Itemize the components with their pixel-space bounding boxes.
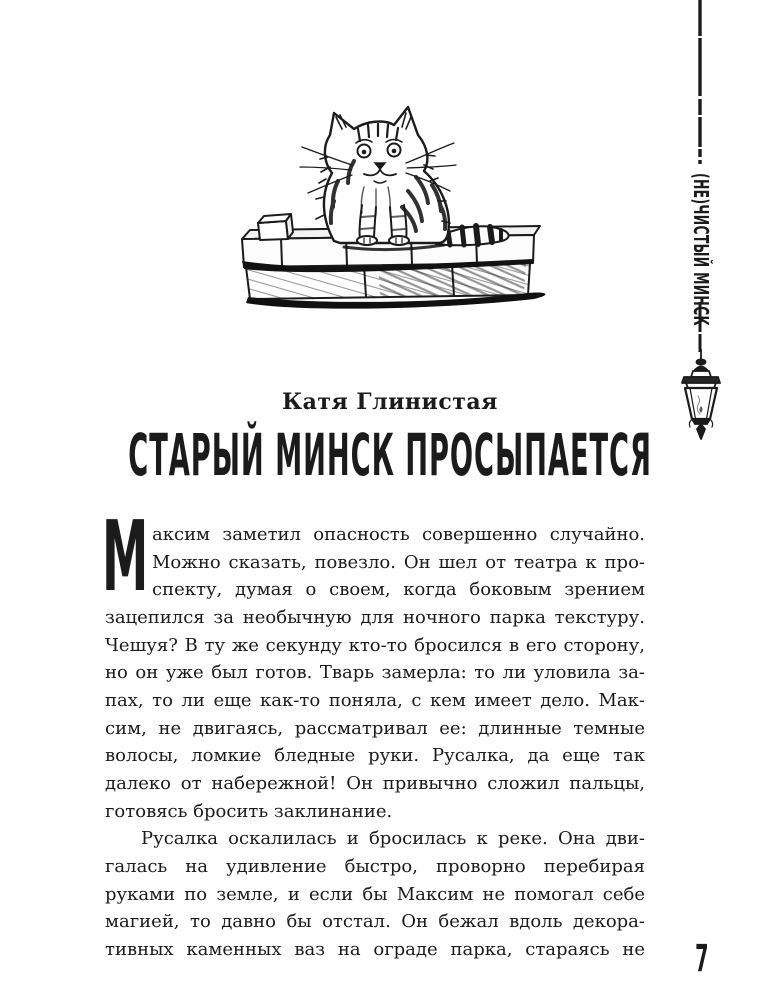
vertical-rule-top-icon: [698, 0, 702, 164]
text-line: сим, не двигаясь, рассматривал ее: длинные темные: [105, 717, 645, 739]
drop-cap: М: [102, 500, 149, 613]
text-line: руками по земле, и если бы Максим не помогал себе: [105, 883, 645, 905]
text-line: Чешуя? В ту же секунду кто-то бросился в его сторону,: [105, 634, 645, 656]
vertical-rule-bottom-icon: [698, 302, 702, 352]
story-title: [110, 421, 670, 489]
page-number-text: 7: [695, 937, 709, 980]
story-title-text: СТАРЫЙ МИНСК ПРОСЫПАЕТСЯ: [128, 421, 652, 489]
text-line: тивных каменных ваз на ограде парка, стараясь не: [105, 938, 645, 960]
series-title-vertical: (НЕ)ЧИСТЫЙ МИНСК: [689, 173, 713, 326]
text-line: спекту, думая о своем, когда боковым зрением: [152, 579, 645, 601]
body-text: [105, 521, 645, 964]
text-line: пах, то ли еще как-то поняла, с кем имеет дело. Мак-: [105, 689, 645, 711]
text-line: магией, то давно бы отстал. Он бежал вдоль декора-: [105, 911, 645, 933]
text-line: аксим заметил опасность совершенно случайно.: [152, 524, 645, 545]
text-line: зацепился за необычную для ночного парка текстуру.: [105, 606, 645, 628]
page-number: [672, 937, 732, 980]
text-line: готовясь бросить заклинание.: [105, 800, 393, 822]
author-name: Катя Глинистая: [282, 389, 498, 415]
text-line: Можно сказать, повезло. Он шел от театра к про-: [152, 551, 645, 573]
cat-illustration: [236, 103, 548, 311]
text-line: далеко от набережной! Он привычно сложил пальцы,: [105, 772, 645, 794]
text-line: волосы, ломкие бледные руки. Русалка, да еще так: [105, 745, 645, 767]
text-line: но он уже был готов. Тварь замерла: то ли уловила за-: [105, 662, 645, 684]
text-line: Русалка оскалилась и бросилась к реке. Она дви-: [141, 828, 645, 850]
text-line: галась на удивление быстро, проворно перебирая: [105, 855, 645, 877]
lantern-icon: [672, 349, 730, 441]
